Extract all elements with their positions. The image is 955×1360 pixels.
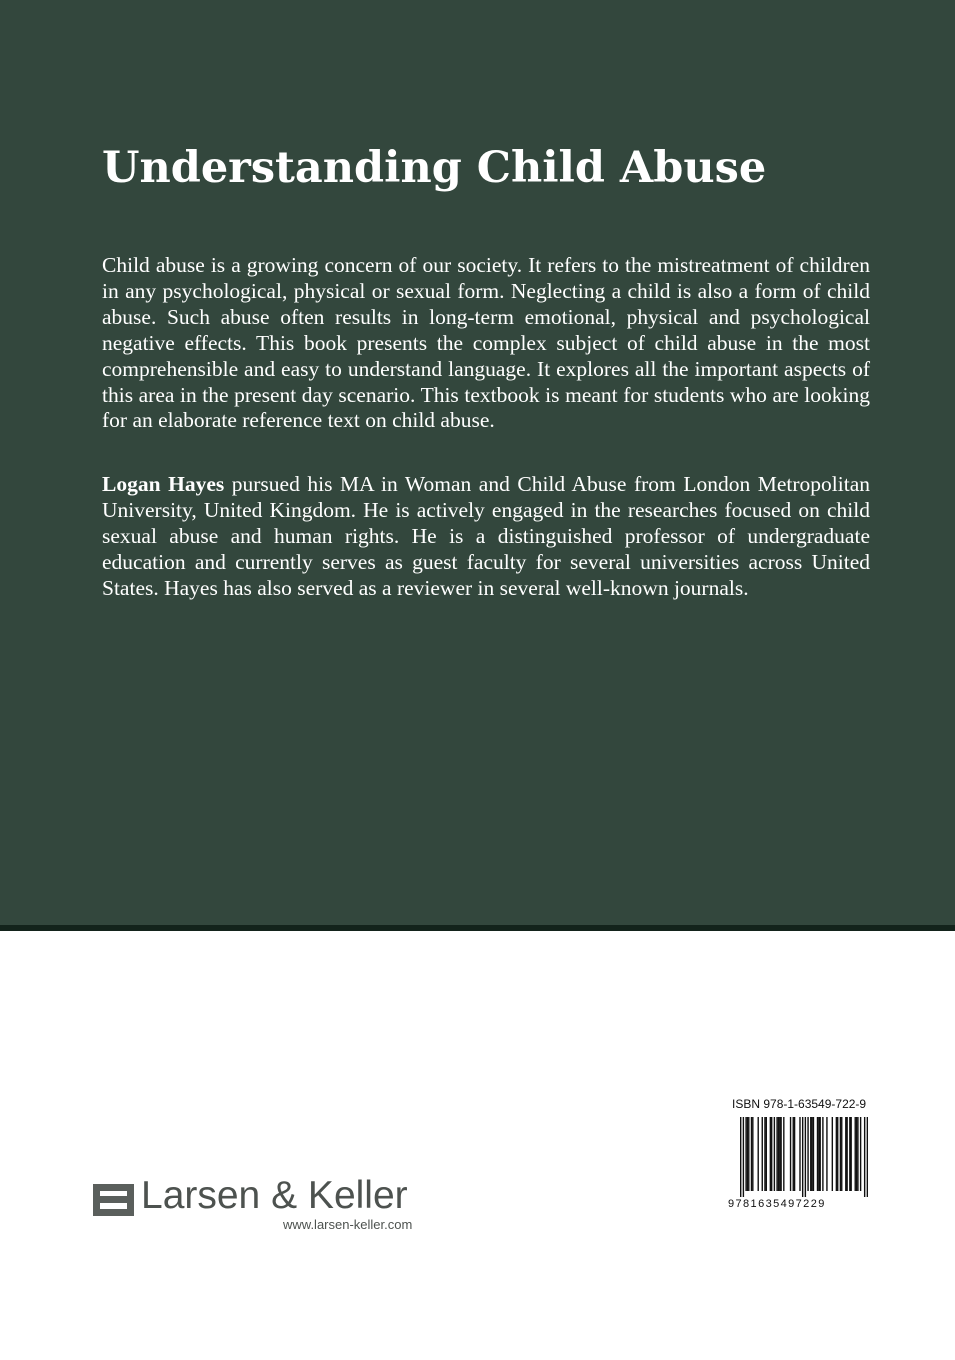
barcode-bar: [840, 1117, 841, 1191]
barcode-bar: [780, 1117, 781, 1191]
barcode-bar: [849, 1117, 850, 1191]
barcode-bar: [779, 1117, 780, 1191]
barcode-bar: [832, 1117, 833, 1191]
barcode-bar: [864, 1117, 865, 1197]
barcode-bar: [850, 1117, 851, 1191]
barcode-bar: [766, 1117, 767, 1191]
barcode-bar: [817, 1117, 818, 1191]
barcode-bar: [793, 1117, 794, 1191]
publisher-logo: [93, 1174, 453, 1240]
barcode-bar: [813, 1117, 814, 1191]
barcode-bar: [818, 1117, 819, 1191]
barcode-bar: [857, 1117, 858, 1191]
isbn-label: ISBN 978-1-63549-722-9: [732, 1097, 867, 1111]
barcode-bar: [841, 1117, 842, 1191]
author-name: Logan Hayes: [102, 472, 225, 496]
barcode-bar: [855, 1117, 856, 1191]
barcode-bar: [771, 1117, 772, 1191]
barcode-bar: [758, 1117, 759, 1191]
barcode-bar: [743, 1117, 744, 1197]
barcode-bar: [819, 1117, 820, 1191]
barcode-digits: 9781635497229: [728, 1198, 826, 1210]
barcode-bar: [811, 1117, 812, 1191]
barcode-bar: [776, 1117, 777, 1191]
isbn-block: [728, 1096, 878, 1216]
stacked-books-icon: [93, 1184, 134, 1216]
barcode-bar: [748, 1117, 749, 1191]
author-bio: [102, 472, 870, 602]
barcode-bar: [845, 1117, 846, 1191]
author-bio-text: pursued his MA in Woman and Child Abuse from London Metropolitan University, United Kingdom. He is actively engaged in the researches focused on child sexual abuse and human rights. He is a distinguished professor of undergraduate education and currently serves as guest faculty for several universities across United States. Hayes has also served as a reviewer in several well-known journals.: [102, 472, 870, 600]
barcode-bar: [837, 1117, 838, 1191]
barcode-bar: [740, 1117, 741, 1197]
barcode-bar: [783, 1117, 784, 1191]
barcode-bar: [860, 1117, 861, 1191]
barcode-bar: [807, 1117, 808, 1191]
barcode-bar: [745, 1117, 746, 1191]
barcode-bar: [751, 1117, 752, 1191]
publisher-url: www.larsen-keller.com: [283, 1217, 413, 1232]
barcode-bar: [764, 1117, 765, 1191]
barcode-bar: [867, 1117, 868, 1197]
barcode-bar: [846, 1117, 847, 1191]
barcode-bar: [770, 1117, 771, 1191]
barcode-bar: [856, 1117, 857, 1191]
barcode-bar: [747, 1117, 748, 1191]
barcode-bar: [774, 1117, 775, 1191]
publisher-name: Larsen & Keller: [141, 1174, 408, 1217]
barcode-bar: [752, 1117, 753, 1191]
barcode-bar: [790, 1117, 791, 1191]
barcode-bar: [826, 1117, 827, 1191]
barcode-bar: [778, 1117, 779, 1191]
barcode-bar: [805, 1117, 806, 1197]
barcode-bar: [799, 1117, 800, 1191]
barcode-bar: [836, 1117, 837, 1191]
book-description: Child abuse is a growing concern of our society. It refers to the mistreatment of children in any psychological, physical or sexual form. Neglecting a child is also a form of child abuse. Such abuse often results in long-term emotional, physical and psychological negative effects. This book presents the complex subject of child abuse in the most comprehensible and easy to understand language. It explores all the important aspects of this area in the present day scenario. This textbook is meant for students who are looking for an elaborate reference text on child abuse.: [102, 253, 870, 433]
cover-divider: [0, 925, 955, 931]
barcode-bar: [794, 1117, 795, 1191]
barcode-bar: [810, 1117, 811, 1191]
barcode: [740, 1117, 868, 1197]
book-title: Understanding Child Abuse: [102, 143, 767, 193]
barcode-bar: [802, 1117, 803, 1197]
barcode-bar: [822, 1117, 823, 1191]
barcode-bar: [762, 1117, 763, 1191]
